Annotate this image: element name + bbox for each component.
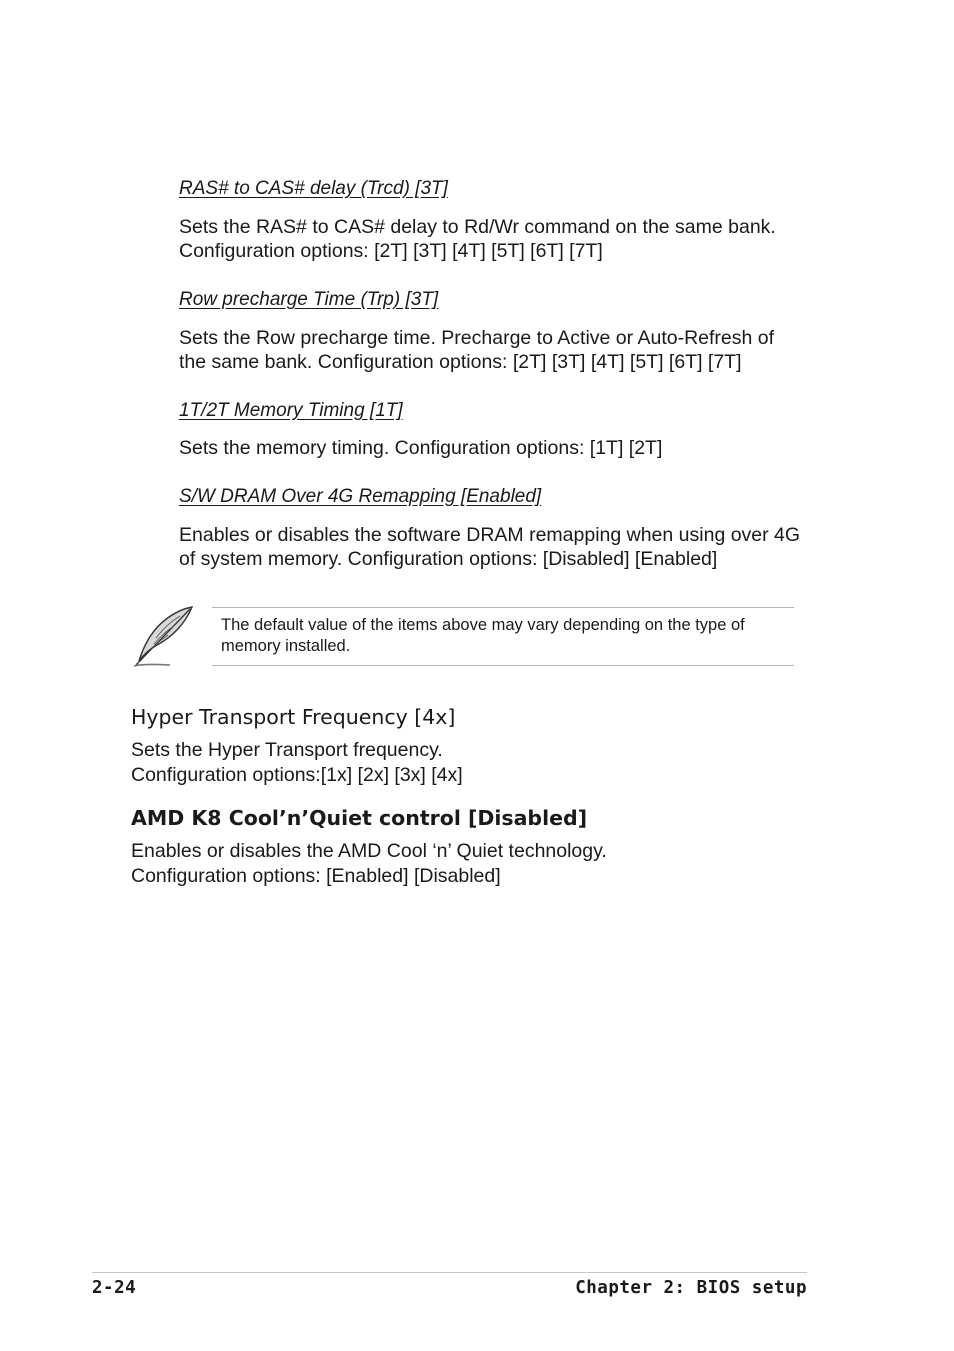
chapter-title: Chapter 2: BIOS setup xyxy=(575,1278,807,1298)
item-description-dram-remapping: Enables or disables the software DRAM remapping when using over 4G of system memory. Configuration options: [Disabled] [Enabled] xyxy=(179,524,801,570)
note-bottom-rule xyxy=(212,665,794,666)
feather-pen-icon xyxy=(130,604,196,668)
item-title-memory-timing: 1T/2T Memory Timing [1T] xyxy=(179,400,403,421)
footer-rule xyxy=(92,1272,807,1273)
section-title-hyper-transport: Hyper Transport Frequency [4x] xyxy=(131,705,456,729)
item-title-trp: Row precharge Time (Trp) [3T] xyxy=(179,289,439,310)
note-top-rule xyxy=(212,607,794,608)
section-description-cool-n-quiet: Enables or disables the AMD Cool ‘n’ Quiet technology. Configuration options: [Enabled] [Disabled] xyxy=(131,840,607,887)
item-description-memory-timing: Sets the memory timing. Configuration options: [1T] [2T] xyxy=(179,437,663,459)
item-description-trp: Sets the Row precharge time. Precharge to Active or Auto-Refresh of the same bank. Configuration options: [2T] [3T] [4T] [5T] [6T] [7T] xyxy=(179,327,775,373)
item-description-trcd: Sets the RAS# to CAS# delay to Rd/Wr command on the same bank. Configuration options: [2T] [3T] [4T] [5T] [6T] [7T] xyxy=(179,216,776,262)
item-title-dram-remapping: S/W DRAM Over 4G Remapping [Enabled] xyxy=(179,486,542,507)
item-title-trcd: RAS# to CAS# delay (Trcd) [3T] xyxy=(179,178,448,199)
note-text: The default value of the items above may vary depending on the type of memory installed. xyxy=(221,616,745,655)
page-number: 2-24 xyxy=(92,1278,137,1298)
section-title-cool-n-quiet: AMD K8 Cool’n’Quiet control [Disabled] xyxy=(131,806,588,830)
section-description-hyper-transport: Sets the Hyper Transport frequency. Configuration options:[1x] [2x] [3x] [4x] xyxy=(131,739,463,786)
